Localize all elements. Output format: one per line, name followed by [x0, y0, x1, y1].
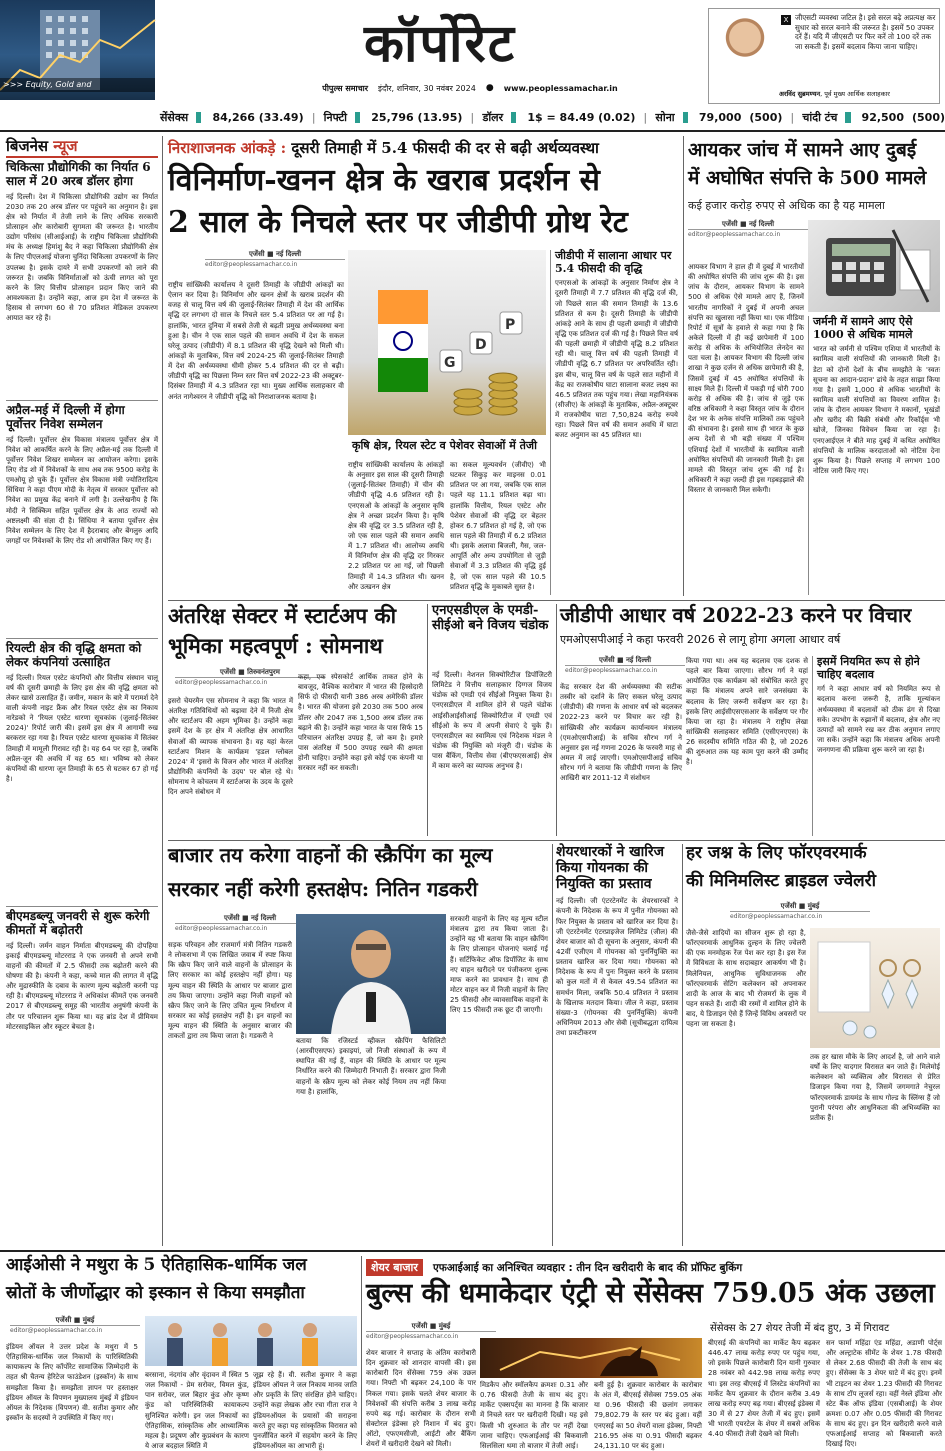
gdp-base-box: [812, 656, 940, 836]
germany-body: भारत को जर्मनी से पश्चिम एशिया में भारतीयों के स्वामित्व वाली संपत्तियों की जानकारी मिली है। डेटा को दोनों देशों के बीच समझौते के 'स्वतः सूचना का आदान-प्रदान' ढांचे के तहत साझा किया गया है। इसमें 1,000 से अधिक भारतीयों के स्वामित्व वाली संपत्तियों का विवरण शामिल है। जांच के दौरान आयकर विभाग ने मकानों, भूखंडों और खरीद की बिक्री संबंधी और रिकॉर्ड्स भी खोजे, जिनका विवेचन किया जा रहा है। एनएआईएल ने बीते माह दुबई में कथित अघोषित संपत्तियों के मालिक करदाताओं को नोटिस देना शुरू किया है। पिछले सप्ताह में लगभग 100 नोटिस जारी किए गए।: [813, 345, 940, 475]
market-column-3: बनी हुई है। शुक्रवार कारोबार के कारोबार के अंत में, बीएसई सेंसेक्स 759.05 अंक या 0.96 फीसदी की छलांग लगाकर 79,802.79 के स्तर पर बंद हुआ। वहीं एनएसई का 50 शेयरों वाला इंडेक्स, निफ्टी 216.95 अंक या 0.91 फीसदी बढ़कर 24,131.10 पर बंद हुआ।: [594, 1381, 702, 1450]
quote-text: जीएसटी व्यवस्था जटिल है। इसे सरल बढ़े अप्रत्यक्ष कर सुधार को सरल बनाने की जरूरत है। इसमें 50 उपकर दरें हैं। यदि मैं जीएसटी पर फिर करें तो 100 दरें तक जा सकती हैं। इसमें बदलाव किया जाना चाहिए।: [795, 13, 936, 52]
lead-kicker-label: निराशाजनक आंकड़े :: [168, 139, 287, 157]
lead-headline-line1: विनिर्माण-खनन क्षेत्र के खराब प्रदर्शन से: [168, 163, 600, 198]
bull-photo: [480, 1338, 702, 1378]
market-column-2: मिडकैप और स्मॉलकैप क्रमशः 0.31 और 0.76 फीसदी तेजी के साथ बंद हुए। मार्केट एक्सपर्ट्स का मानना है कि बाजार में निचले स्तर पर खरीदारी दिखी। यह इसे किसी भी शुरुआत के तौर पर नहीं देखा जाना चाहिए। एफआईआई की बिकवाली सिलसिला थमा तो बाजार में तेजी आई।: [480, 1381, 588, 1450]
nifty-value: 25,796 (13.95): [371, 110, 463, 124]
iocl-mou-photo: [145, 1316, 357, 1366]
market-kicker: एफआईआई का अनिश्चित व्यवहार : तीन दिन खरीदारी के बाद की प्रॉफिट बुकिंग: [432, 1262, 743, 1274]
dubai-byline-block: [688, 220, 808, 244]
lead-headline-line2: 2 साल के निचले स्तर पर जीडीपी ग्रोथ रेट: [168, 205, 628, 240]
news-headline: रियल्टी क्षेत्र की वृद्धि क्षमता को लेकर कंपनियां उत्साहित: [6, 641, 142, 669]
lead-photo-coins-graph: [348, 250, 546, 435]
gadkari-photo: [296, 914, 446, 1034]
market-byline-block: [366, 1322, 496, 1346]
email-address: editor@peoplessamachar.co.in: [565, 665, 685, 674]
arrow-up-icon: [511, 112, 516, 123]
market-headline: बुल्स की धमाकेदार एंट्री से सेंसेक्स 759.05 अंक उछला: [366, 1278, 935, 1309]
scrapping-column-3: सरकारी वाहनों के लिए यह मूल्य स्टील मंत्रालय द्वारा तय किया जाता है। उन्होंने यह भी बताया कि वाहन स्क्रैपिंग के लिए प्रोत्साहन योजनाएं चलाई गई हैं। सर्टिफिकेट ऑफ डिपॉजिट के साथ नए वाहन खरीदने पर पंजीकरण शुल्क माफ करने का प्रावधान है। साथ ही मोटर वाहन कर में निजी वाहनों के लिए 25 फीसदी और व्यावसायिक वाहनों के लिए 15 फीसदी तक छूट दी जाएगी।: [450, 915, 548, 1015]
germany-box: [808, 316, 940, 595]
space-headline-line1: अंतरिक्ष सेक्टर में स्टार्टअप की: [168, 603, 397, 628]
svg-text:P: P: [505, 317, 516, 333]
byline: एजेंसी ■ नई दिल्ली: [721, 220, 775, 228]
sidebar-body: एनएसओ के आंकड़ों के अनुसार निर्माण क्षेत्र ने दूसरी तिमाही में 7.7 प्रतिशत की वृद्धि दर्ज की, जो पिछले साल की समान तिमाही के 13.6 प्रतिशत से कम है। दूसरी तिमाही के जीडीपी आंकड़े आने के साथ ही पहली छमाही में जीडीपी वृद्धि एक प्रतिशत दर्ज की गई है। पिछले वित्त वर्ष की पहली छमाही में जीडीपी वृद्धि 8.2 प्रतिशत रही थी। चालू वित्त वर्ष की पहली तिमाही में जीडीपी वृद्धि 6.7 प्रतिशत पर अपरिवर्तित रही। इस बीच, चालू वित्त वर्ष के पहले सात महीनों में केंद्र का राजकोषीय घाटा सालाना बजट लक्ष्य का 46.5 प्रतिशत तक पहुंच गया। लेखा महानियंत्रक (सीजीए) के आंकड़ों के मुताबिक, अप्रैल-अक्टूबर में राजकोषीय घाटा 7,50,824 करोड़ रुपये रहा। पिछले वित्त वर्ष की समान अवधि में घाटा बजट अनुमान का 45 प्रतिशत था।: [555, 279, 678, 440]
dubai-body: आयकर विभाग ने हाल ही में दुबई में भारतीयों की अघोषित संपत्ति की जांच शुरू की है। इस जांच के दौरान, आयकर विभाग के सामने 500 से अधिक ऐसे मामले आए हैं, जिनमें भारतीय नागरिकों ने दुबई में अपनी अचल संपत्ति का खुलासा नहीं किया था। एक मीडिया रिपोर्ट में सूत्रों के हवाले से कहा गया है कि अकेले दिल्ली में ही कई छापेमारी में 100 करोड़ से अधिक के अभियोजित लेनदेन का पता चला है। आयकर विभाग की दिल्ली जांच शाखा ने कुछ दर्जन से अधिक छापेमारी की है, जिसमें दुबई में 45 अघोषित संपत्तियों के साक्ष्य मिले हैं। दिल्ली में पकड़ी गई चोरी 700 करोड़ से अधिक की है। जांच से जुड़े एक वरिष्ठ अधिकारी ने कहा विस्तृत जांच के दौरान देश भर के अनेक संपत्ति मालिकों तक पहुंचने की संभावना है। इससे साथ ही भारत के कुछ अन्य देशों से भी बड़ी संख्या में पश्चिम एशियाई देशों में भारतीयों के स्वामित्व वाली अघोषित संपत्तियों की जानकारी मिली है। इस मामले की विस्तृत जांच शुरू की गई है। अधिकारी ने कहा जल्दी ही इस गड़बड़झाले की विस्तार से जानकारी मिल सकेगी।: [688, 263, 804, 495]
gdp-base-subhead: एमओएसपीआई ने कहा फरवरी 2026 से लागू होगा अगला आधार वर्ष: [560, 633, 841, 646]
stock-banner-text: >>> Equity, Gold and: [0, 78, 155, 92]
arrow-up-icon: [355, 112, 360, 123]
website-link[interactable]: www.peoplessamachar.in: [503, 83, 618, 93]
arrow-up-icon: [196, 112, 201, 123]
sharekhan-column: [556, 844, 678, 1246]
news-body: नई दिल्ली। रियल एस्टेट कंपनियों और वित्तीय संस्थान चालू वर्ष की दूसरी छमाही के लिए इस क्षेत्र की वृद्धि क्षमता को लेकर खासे उत्साहित हैं। जमीन, मकान के बारे में परामर्श देने वाली कंपनी नाइट फ्रैंक और रियल एस्टेट क्षेत्र का निकाय नारेडको ने 'रियल एस्टेट धारणा सूचकांक (जुलाई-सितंबर 2024)' रिपोर्ट जारी की। इसमें इस क्षेत्र में आगामी रुख बरकरार रहा गया है। रियल एस्टेट धारणा सूचकांक में सितंबर तिमाही में मामूली गिरावट रही है। यह 64 पर रहा है, जबकि अप्रैल-जून की अवधि में यह 65 था। भविष्य को लेकर कंपनियों की धारणा जून तिमाही के 65 से घटकर 67 हो गई है।: [6, 673, 158, 783]
stock-banner-image: [0, 0, 155, 100]
space-column-2: कहा, एक स्पेसकोर्ट आर्थिक ताकत होने के बावजूद, वैश्विक कारोबार में भारत की हिस्सेदारी सिर्फ दो फीसदी यानी 386 अरब अमेरिकी डॉलर है। भारत की योजना इसे 2030 तक 500 अरब डॉलर और 2047 तक 1,500 अरब डॉलर तक बढ़ाने की है। उन्होंने कहा भारत के पास सिर्फ 15 परिचालन अंतरिक्ष उपग्रह हैं, जो कम है। हमारे पास अंतरिक्ष में 500 उपग्रह रखने की क्षमता होनी चाहिए। उन्होंने कहा इसे कोई एक कंपनी या सरकार नहीं कर सकती।: [298, 673, 423, 773]
news-headline: अप्रैल-मई में दिल्ली में होगा पूर्वोत्तर निवेश सम्मेलन: [6, 403, 125, 431]
signing-ceremony-illustration: [145, 1316, 357, 1366]
news-body: नई दिल्ली। देश में चिकित्सा प्रौद्योगिकी उद्योग का निर्यात 2030 तक 20 अरब डॉलर पर पहुंचने का अनुमान है। इस क्षेत्र को निर्यात में तेजी लाने के लिए अधिक सरकारी प्रोत्साहन और कारोबारी सुगमता की जरूरत है। भारतीय उद्योग परिसंघ (सीआईआई) के राष्ट्रीय चिकित्सा प्रौद्योगिकी मंच के अध्यक्ष हिमांशु बैद ने कहा चिकित्सा प्रौद्योगिकी क्षेत्र के लिए पीएलआई योजना चुनिंदा चिकित्सा उपकरणों के लिए उपलब्ध है। इसके दायरे में सभी उपकरणों को लाने की जरूरत है। जबकि विनिर्माताओं को ऊंची लागत को पूरा करने के लिए वित्तीय प्रोत्साहन प्रदान किए जाने की आवश्यकता है। उन्होंने कहा, आज हम देश में जरूरत के हिसाब से लगभग 60 से 70 प्रतिशत मेडिकल उपकरण आयात कर रहे हैं।: [6, 192, 158, 323]
byline: एजेंसी ■ मुंबई: [411, 1322, 451, 1330]
quote-author-title: , पूर्व मुख्य आर्थिक सलाहकार: [820, 90, 890, 98]
space-column-1: इसरो चेयरमैन एस सोमनाथ ने कहा कि भारत में अंतरिक्ष गतिविधियों को बढ़ावा देने में निजी क्षेत्र और स्टार्टअप की अहम भूमिका है। उन्होंने कहा इसमें देश के हर क्षेत्र में अंतरिक्ष क्षेत्र आधारित सेवाओं की व्यापक संभावना है। वह यहां केरल स्टार्टअप मिशन के कार्यक्रम 'हडल ग्लोबल 2024' में 'इसरो के विजन और भारत में अंतरिक्ष प्रौद्योगिकी कंपनियों के उदय' पर बोल रहे थे। सोमनाथ ने कोचलम में स्टार्टअप्स के उदय के दूसरे दिन अपने संबोधन में: [168, 697, 293, 797]
dollar-label: डॉलर: [482, 110, 504, 124]
market-column-5: सन फार्मा महिंद्रा एंड महिंद्रा, अडाणी पोर्ट्स और अल्ट्राटेक सीमेंट के शेयर 1.78 फीसदी से लेकर 2.68 फीसदी की तेजी के साथ बंद हुए। सेंसेक्स के 3 शेयर घाटे में बंद हुए। इनमें भी टाइटन का शेयर 1.23 फीसदी की गिरावट के साथ टॉप लूजर्स रहा। वहीं नेस्ले इंडिया और स्टेट बैंक ऑफ इंडिया (एसबीआई) के शेयर क्रमशः 0.07 और 0.05 फीसदी की गिरावट के साथ बंद हुए। इन दिन खरीदारी करने वाले एफआईआई सप्ताह को बिकवाली करते दिखाई दिए।: [826, 1339, 942, 1449]
byline: एजेंसी ■ नई दिल्ली: [223, 914, 277, 922]
sidebar-headline: जीडीपी में सालाना आधार पर 5.4 फीसदी की वृद्धि: [555, 249, 672, 275]
section-label-b: न्यूज: [53, 137, 78, 155]
quote-box: [708, 8, 940, 104]
scrapping-headline-line1: बाजार तय करेगा वाहनों की स्क्रैपिंग का मूल्य: [168, 843, 493, 867]
lead-sidebar: [550, 250, 678, 595]
news-item: [6, 642, 158, 907]
dateline: इंदौर, शनिवार, 30 नवंबर 2024: [378, 83, 476, 93]
gdp-base-headline: जीडीपी आधार वर्ष 2022-23 करने पर विचार: [560, 603, 912, 627]
speaker-illustration: [296, 914, 446, 1034]
sharekhan-headline: शेयरधारकों ने खारिज किया गोयनका की नियुक्ति का प्रस्ताव: [556, 844, 665, 893]
masthead-title: कॉर्पोरेट: [364, 13, 516, 74]
byline: एजेंसी ■ मुंबई: [55, 1316, 95, 1324]
jewelry-photo: [810, 928, 940, 1048]
gold-label: सोना: [655, 110, 675, 124]
x-logo-icon: X: [781, 15, 791, 25]
lead-column-2: राष्ट्रीय सांख्यिकी कार्यालय के आंकड़ों के अनुसार इस साल की दूसरी तिमाही (जुलाई-सितंबर तिमाही) में चीन की जीडीपी वृद्धि 4.6 प्रतिशत रही है। एनएसओ के आंकड़ों के अनुसार कृषि क्षेत्र ने अच्छा प्रदर्शन किया है। कृषि क्षेत्र की वृद्धि दर 3.5 प्रतिशत रही है, जो एक साल पहले की समान अवधि में 1.7 प्रतिशत थी। आलोच्य अवधि में विनिर्माण क्षेत्र की वृद्धि दर गिरकर 2.2 प्रतिशत पर आ गई, जो पिछली तिमाही में 14.3 प्रतिशत थी। खनन और उत्खनन क्षेत्र: [348, 461, 444, 591]
arrow-up-icon: [683, 112, 688, 123]
quote-author: अरविंद सुब्रमण्यन: [779, 90, 821, 98]
iocl-byline-block: [10, 1316, 140, 1340]
gold-change: (500): [749, 110, 783, 124]
bridal-headline-line1: हर जश्न के लिए फॉरएवरमार्क: [686, 843, 867, 863]
lead-kicker: [168, 138, 678, 160]
iocl-column-1: इंडियन ऑयल ने उत्तर प्रदेश के मथुरा में 5 ऐतिहासिक-धार्मिक जल निकायों के पारिस्थितिकी कायाकल्प के लिए कॉर्पोरेट सामाजिक जिम्मेदारी के तहत श्री चैतन्य हेरिटेज फाउंडेशन (इस्कॉन) के साथ समझौता किया है। समझौता ज्ञापन पर हस्ताक्षर इंडियन ऑयल के विपणन मुख्यालय मुंबई में इंडियन ऑयल के निदेशक (विपणन) वी. सतीश कुमार और इस्कॉन के सदस्यों ने उपस्थिति में किए गए।: [6, 1343, 138, 1422]
gdp-base-box-headline: इसमें नियमित रूप से होने चाहिए बदलाव: [817, 655, 920, 681]
nifty-label: निफ्टी: [323, 110, 348, 124]
calculator-illustration: [808, 220, 940, 312]
email-address: editor@peoplessamachar.co.in: [175, 923, 325, 932]
news-item: [6, 910, 158, 1210]
arrow-up-icon: [845, 112, 850, 123]
earrings-illustration: [810, 928, 940, 1048]
bridal-byline-block: [730, 902, 870, 926]
email-address: editor@peoplessamachar.co.in: [688, 229, 808, 238]
lead-column-3: का सकल मूल्यवर्धन (जीवीए) भी घटकर सिकुड़ कर माइनस 0.01 प्रतिशत पर आ गया, जबकि एक साल पहले यह 11.1 प्रतिशत बढ़ा था। हालांकि वित्तीय, रियल एस्टेट और पेशेवर सेवाओं की वृद्धि दर बेहतर होकर 6.7 प्रतिशत हो गई है, जो एक साल पहले की तिमाही में 6.2 प्रतिशत थी। इसके अलावा बिजली, गैस, जल-आपूर्ति और अन्य उपयोगिता से जुड़ी सेवाओं में 3.3 प्रतिशत की वृद्धि हुई है, जो एक साल पहले की 10.5 प्रतिशत वृद्धि के मुकाबले सुस्त है।: [450, 461, 546, 591]
news-item: [6, 404, 158, 639]
lead-byline-block: [205, 250, 345, 276]
email-address: editor@peoplessamachar.co.in: [205, 259, 345, 268]
iocl-column-3: जूझ रहे हैं। वी. सतीश कुमार ने कहा इंडियन ऑयल ने जल निकाय मानव जाति और प्रकृति के लिए संरक्षित होने चाहिए। उन्होंने कहा लेखक और रचा गीता राज ने इंडियनऑयल के प्रयासों की सराहना करते हुए कहा यह सांस्कृतिक विरासत को पुनर्जीवित करने में सहयोग करने के लिए इंडियनऑयल का आभारी हूं।: [253, 1371, 357, 1450]
nsdl-body: नई दिल्ली। नेशनल सिक्योरिटीज डिपॉजिटरी लिमिटेड ने वित्तीय सलाहकार दिग्गज विजय चंडोक को एमडी एवं सीईओ नियुक्त किया है। एनएसडीएल में शामिल होने से पहले चंडोक आईसीआईसीआई सिक्योरिटीज में एमडी एवं सीईओ के रूप में अपनी सेवाएं दे चुके हैं। एनएसडीएल का स्वामित्व एवं निदेशक मंडल ने चंडोक की नियुक्ति को मंजूरी दी। चंडोक के पास बैंकिंग, वित्तीय सेवा (बीएफएसआई) क्षेत्र में काम करने का व्यापक अनुभव है।: [432, 671, 552, 771]
news-body: नई दिल्ली। पूर्वोत्तर क्षेत्र विकास मंत्रालय पूर्वोत्तर क्षेत्र में निवेश को आकर्षित करने के लिए अप्रैल-मई तक दिल्ली में पूर्वोत्तर निवेश शिखर सम्मेलन का आयोजन करेगा। इसके लिए रोड शो में निवेशकों के साथ अब तक 9500 करोड़ के एमओयू हो चुके हैं। पूर्वोत्तर क्षेत्र विकास मंत्री ज्योतिरादित्य सिंधिया ने कहा पीएम मोदी के नेतृत्व में सरकार पूर्वोत्तर को निवेश का प्रमुख केंद्र बनाने में लगी है। उल्लेखनीय है कि मोदी ने सिक्किम सहित पूर्वोत्तर क्षेत्र के आठ राज्यों को अष्टलक्ष्मी की संज्ञा दी है। सिंधिया ने बताया पूर्वोत्तर क्षेत्र निवेश सम्मेलन के लिए देश में हैदराबाद और बेंगलुरु आदि जगहों पर निवेशकों के लिए रोड शो आयोजित किए गए हैं।: [6, 435, 158, 545]
sensex-label: सेंसेक्स: [160, 110, 189, 124]
email-address: editor@peoplessamachar.co.in: [175, 677, 325, 686]
scrapping-column-2: बताया कि रजिस्टर्ड व्हीकल स्क्रैपिंग फैसिलिटी (आरवीएसएफ) इकाइयां, जो निजी संस्थाओं के रूप में स्थापित की गई हैं, वाहन की स्थिति के आधार पर मूल्य निर्धारित करने की जिम्मेदारी निभाती हैं। सरकार द्वारा निजी वाहनों के स्क्रैप मूल्य को लेकर कोई नियम तय नहीं किया गया है। हालांकि,: [296, 1037, 446, 1096]
scrapping-column-1: सड़क परिवहन और राजमार्ग मंत्री नितिन गडकरी ने लोकसभा में एक लिखित जवाब में स्पष्ट किया कि स्क्रैप किए जाने वाले वाहनों के प्रोत्साहन के लिए सरकार का कोई हस्तक्षेप नहीं होगा। यह मूल्य वाहन की स्थिति के आधार पर बाजार द्वारा तय किया जाएगा। उन्होंने कहा निजी वाहनों को स्क्रैप किए जाने के लिए उचित मूल्य निर्धारण में सरकार का कोई हस्तक्षेप नहीं है। इन वाहनों का मूल्य वाहन की स्थिति के अनुसार बाजार की ताकतों द्वारा तय किया जाता है। गडकरी ने: [168, 941, 292, 1041]
byline: एजेंसी ■ नई दिल्ली: [248, 250, 302, 258]
dollar-value: 1$ = 84.49 (0.02): [527, 110, 636, 124]
gdp-base-byline-block: [565, 656, 685, 680]
photo-caption: कृषि क्षेत्र, रियल स्टेट व पेशेवर सेवाओं में तेजी: [348, 436, 546, 458]
space-headline-line2: भूमिका महत्वपूर्ण : सोमनाथ: [168, 633, 383, 658]
author-photo: [713, 13, 777, 83]
news-body: नई दिल्ली। जर्मन वाहन निर्माता बीएमडब्ल्यू की दोपहिया इकाई बीएमडब्ल्यू मोटरराड ने एक जनवरी से अपने सभी वाहनों की कीमतों में 2.5 फीसदी तक बढ़ोतरी करने की घोषणा की है। कंपनी ने कहा, कच्चे माल की लागत में वृद्धि और मुद्रास्फीति के दबाव के कारण मूल्य बढ़ोतरी करनी पड़ रही है। बीएमडब्ल्यू मोटरराड ने अधिकांश कीमतें एक जनवरी 2017 से बीएमडब्ल्यू समूह की भारतीय अनुषंगी कंपनी के तौर पर परिचालन शुरू किया था। यह ब्रांड देश में प्रीमियम मोटरसाइकिल और स्कूटर बेचता है।: [6, 941, 158, 1031]
business-news-column: [6, 136, 158, 1246]
silver-change: (500): [912, 110, 945, 124]
silver-value: 92,500: [861, 110, 904, 124]
byline: एजेंसी ■ मुंबई: [780, 902, 820, 910]
bull-illustration: [480, 1338, 702, 1378]
market-column-1: शेयर बाजार ने सप्ताह के अंतिम कारोबारी दिन शुक्रवार को शानदार वापसी की। इस कारोबारी दिन सेंसेक्स 759 अंक उछल गया। निफ्टी भी बढ़कर 24,100 के पार निकल गया। इसके चलते शेयर बाजार के निवेशकों की संपत्ति करीब 3 लाख करोड़ रुपये बढ़ गई। कारोबार के दौरान सभी सेक्टोरल इंडेक्स हरे निशान में बंद हुए। ऑटो, एफएमसीजी, आईटी और बैंकिंग शेयरों में खरीदारी देखने को मिली।: [366, 1349, 476, 1449]
dubai-photo-calculator: [808, 220, 940, 312]
market-column-4: बीएसई की कंपनियों का मार्केट कैप बढ़कर 446.47 लाख करोड़ रुपए पर पहुंच गया, जो इसके पिछले कारोबारी दिन यानी गुरुवार 28 नवंबर को 442.98 लाख करोड़ रुपए था। इस तरह बीएसई में लिस्टेड कंपनियों का मार्केट कैप शुक्रवार के दौरान करीब 3.49 लाख करोड़ रुपए बढ़ गया। बीएसई इंडेक्स में 30 में से 27 शेयर तेजी में बंद हुए। इसमें भी भारती एयरटेल के शेयर में सबसे अधिक 4.40 फीसदी तेजी देखने को मिली।: [708, 1339, 820, 1439]
svg-text:D: D: [475, 337, 487, 353]
masthead-info-bar: [300, 80, 640, 96]
bridal-headline-line2: की मिनिमलिस्ट ब्राइडल ज्वेलरी: [686, 871, 877, 891]
coins-graph-illustration: [348, 250, 546, 435]
email-address: editor@peoplessamachar.co.in: [10, 1325, 140, 1334]
lead-kicker-text: दूसरी तिमाही में 5.4 फीसदी की दर से बढ़ी अर्थव्यवस्था: [291, 139, 599, 157]
sharekhan-body: नई दिल्ली। जी एंटरटेनमेंट के शेयरधारकों ने कंपनी के निदेशक के रूप में पुनीत गोयनका को फिर नियुक्त के प्रस्ताव को खारिज कर दिया है। जी एंटरटेनमेंट एंटरप्राइजेज लिमिटेड (जील) की शेयर बाजार को दी सूचना के अनुसार, कंपनी की 42वीं एजीएम में गोयनका को पुनर्नियुक्ति का प्रस्ताव खारिज कर दिया गया। गोयनका को निदेशक के रूप में पुनः नियुक्त करने के प्रस्ताव को कुल मतों में से केवल 49.54 प्रतिशत का समर्थन मिला, जबकि 50.4 प्रतिशत ने प्रस्ताव के खिलाफ मतदान किया। जील ने कहा, प्रस्ताव संख्या-3 (गोयनका की पुनर्नियुक्ति) कंपनी अधिनियम 2013 और सेबी (सूचीबद्धता दायित्व तथा प्रकटीकरण: [556, 897, 678, 1038]
scrapping-headline-line2: सरकार नहीं करेगी हस्तक्षेप: नितिन गडकरी: [168, 877, 478, 901]
section-label-a: बिजनेस: [6, 137, 49, 155]
byline: एजेंसी ■ नई दिल्ली: [598, 656, 652, 664]
germany-headline: जर्मनी में सामने आए ऐसे 1000 से अधिक मामले: [813, 315, 913, 341]
byline: एजेंसी ■ तिरुवनंतपुरम: [220, 668, 280, 676]
section-label: [6, 136, 158, 158]
gdp-base-column-1: केंद्र सरकार देश की अर्थव्यवस्था की सटीक तस्वीर को दर्शाने के लिए सकल घरेलू उत्पाद (जीडीपी) की गणना के आधार वर्ष को बदलकर 2022-23 करने पर विचार कर रही है। सांख्यिकी और कार्यक्रम कार्यान्वयन मंत्रालय (एमओएसपीआई) के सचिव सौरभ गर्ग ने अनुसार इस नई गणना 2026 के फरवरी माह से अमल में लाई जाएगी। एमओएसपीआई सचिव सौरभ गर्ग ने बताया कि जीडीपी गणना के लिए आखिरी बार 2011-12 में संशोधन: [560, 683, 682, 783]
gdp-base-box-body: गर्ग ने कहा आधार वर्ष को नियमित रूप से बदलाव करना जरूरी है, ताकि मूल्यांकन अर्थव्यवस्था में बदलावों को ठीक ढंग से दिखा सके। उपभोग के रुझानों में बदलाव, क्षेत्र और नए उत्पादों को सामने रख कर ठीक अनुमान लगाए जा सकें। उन्होंने कहा कि मंत्रालय अधिक अपनी जनगणना की प्रक्रिया शुरू करने जा रहा है।: [817, 685, 940, 755]
dubai-headline-line1: आयकर जांच में सामने आए दुबई: [688, 139, 917, 161]
dubai-subhead: कई हजार करोड़ रुपए से अधिक का है यह मामला: [688, 199, 885, 212]
bridal-column-2: तक हर खास मौके के लिए आदर्श है, जो आने वाले वर्षों के लिए यादगार विरासत बन जाते हैं। मिलेमोई कलेक्शन को व्यक्तित्व और विरासत से प्रेरित डिजाइन किया गया है, जिसमें जगमगाते नेचुरल फॉरएवरमार्क डायमंड के साथ गोल्ड के स्लिंग्स हैं जो पुरानी परंपरा और आधुनिकता की अभिव्यक्ति का प्रतीक हैं।: [810, 1053, 940, 1122]
market-kicker-row: [366, 1256, 942, 1276]
globe-icon: ●: [485, 83, 494, 93]
iocl-headline-line2: स्रोतों के जीर्णोद्धार को इस्कान से किया समझौता: [6, 1283, 305, 1303]
lead-column-1: राष्ट्रीय सांख्यिकी कार्यालय ने दूसरी तिमाही के जीडीपी आंकड़ों का ऐलान कर दिया है। विनिर्माण और खनन क्षेत्रों के खराब प्रदर्शन की वजह से चालू वित्त वर्ष की जुलाई-सितंबर तिमाही में देश की आर्थिक वृद्धि दर लगभग दो साल के निचले स्तर 5.4 प्रतिशत पर आ गई है। हालांकि, भारत दुनिया में सबसे तेजी से बढ़ती प्रमुख अर्थव्यवस्था बना हुआ है। चीन ने एक साल पहले की समान अवधि में देश के सकल घरेलू उत्पाद (जीडीपी) में 8.1 प्रतिशत की वृद्धि देखने को मिली थी। आंकड़ों के मुताबिक, वित्त वर्ष 2024-25 की जुलाई-सितंबर तिमाही में देश की अर्थव्यवस्था धीमी होकर 5.4 प्रतिशत की दर से बढ़ी। जीडीपी वृद्धि का पिछला निम्न स्तर वित्त वर्ष 2022-23 की अक्टूबर-दिसंबर तिमाही में 4.3 प्रतिशत रहा था। मुख्य आर्थिक सलाहकार वी अनंत नागेश्वरन ने जीडीपी वृद्धि को निराशाजनक बताया है।: [168, 281, 344, 401]
svg-text:G: G: [444, 355, 456, 371]
news-item: [6, 161, 158, 401]
iocl-column-2: बरसाना, नंदगांव और वृंदावन में स्थित 5 जल निकायों - प्रेम सरोवर, विमल कुंड, पान सरोवर, जल बिहार कुंड और कृष्ण कुंड को पारिस्थितिकी कायाकल्प सुनिश्चित करेगी। इन जल निकायों का ऐतिहासिक, सांस्कृतिक और आध्यात्मिक महत्व है। प्रदूषण और कुप्रबंधन के कारण ये आज बदहाल स्थिति में: [145, 1371, 249, 1450]
email-address: editor@peoplessamachar.co.in: [730, 911, 870, 920]
market-subhead: सेंसेक्स के 27 शेयर तेजी में बंद हुए, 3 में गिरावट: [710, 1323, 890, 1334]
bridal-column-1: जैसे-जैसे शादियों का सीजन शुरू हो रहा है, फॉरएवरमार्क आधुनिक दुल्हन के लिए ज्वेलरी की एक मनमोहक रेंज पेश कर रहा है। इस रेंज में विविधता के साथ सदाबहार आकर्षण भी है। मिलेनियल, आधुनिक सुविधाजनक और फॉरएवरमार्क सेटिंग कलेक्शन को अपनाकर शादी के आज के बाद भी रोजमर्रा के लुक में पहन सकते हैं। शादी की रस्मों में शामिल होने के बाद, ये डिजाइन ऐसे हैं जिन्हें विविध अवसरों पर पहना जा सकता है।: [686, 929, 806, 1029]
email-address: editor@peoplessamachar.co.in: [366, 1331, 496, 1340]
market-ticker-bar: सेंसेक्स 84,266 (33.49) | निफ्टी 25,796 (13.95) | डॉलर 1$ = 84.49 (0.02) | सोना 79,000 (500) | चांदी टंच 92,500 (500): [160, 110, 945, 124]
news-headline: बीएमडब्ल्यू जनवरी से शुरू करेगी कीमतों में बढ़ोतरी: [6, 909, 150, 937]
silver-label: चांदी टंच: [802, 110, 838, 124]
nsdl-headline: एनएसडीएल के एमडी-सीईओ बने विजय चंडोक: [432, 603, 549, 633]
news-headline: चिकित्सा प्रौद्योगिकी का निर्यात 6 साल में 20 अरब डॉलर होगा: [6, 160, 151, 188]
dubai-headline-line2: में अघोषित संपत्ति के 500 मामले: [688, 167, 927, 189]
market-section-label: शेयर बाजार: [366, 1259, 423, 1276]
gold-value: 79,000: [698, 110, 742, 124]
gdp-base-column-2: किया गया था। अब यह बदलाव एक दशक से पहले बार किया जाएगा। सौरभ गर्ग ने यहां आयोजित एक कार्यक्रम को संबोधित करते हुए कहा कि मंत्रालय अपने सारे जनसंख्या के बदलाव के लिए जरूरी सर्वेक्षण कर रहा है। इसके लिए आईसीएसएसआर के सर्वेक्षण पर गौर किया जा रहा है। मंत्रालय ने राष्ट्रीय लेखा सांख्यिकी सलाहकार समिति (एसीएनएएस) के 26 सदस्यीय समिति गठित की है, जो 2026 की शुरुआत तक यह काम पूरा करने की उम्मीद है।: [686, 657, 808, 767]
sensex-value: 84,266 (33.49): [212, 110, 304, 124]
publisher-name: पीपुल्स समाचार: [322, 83, 369, 93]
iocl-headline-line1: आईओसी ने मथुरा के 5 ऐतिहासिक-धार्मिक जल: [6, 1255, 307, 1275]
quote-attribution: [779, 89, 939, 101]
